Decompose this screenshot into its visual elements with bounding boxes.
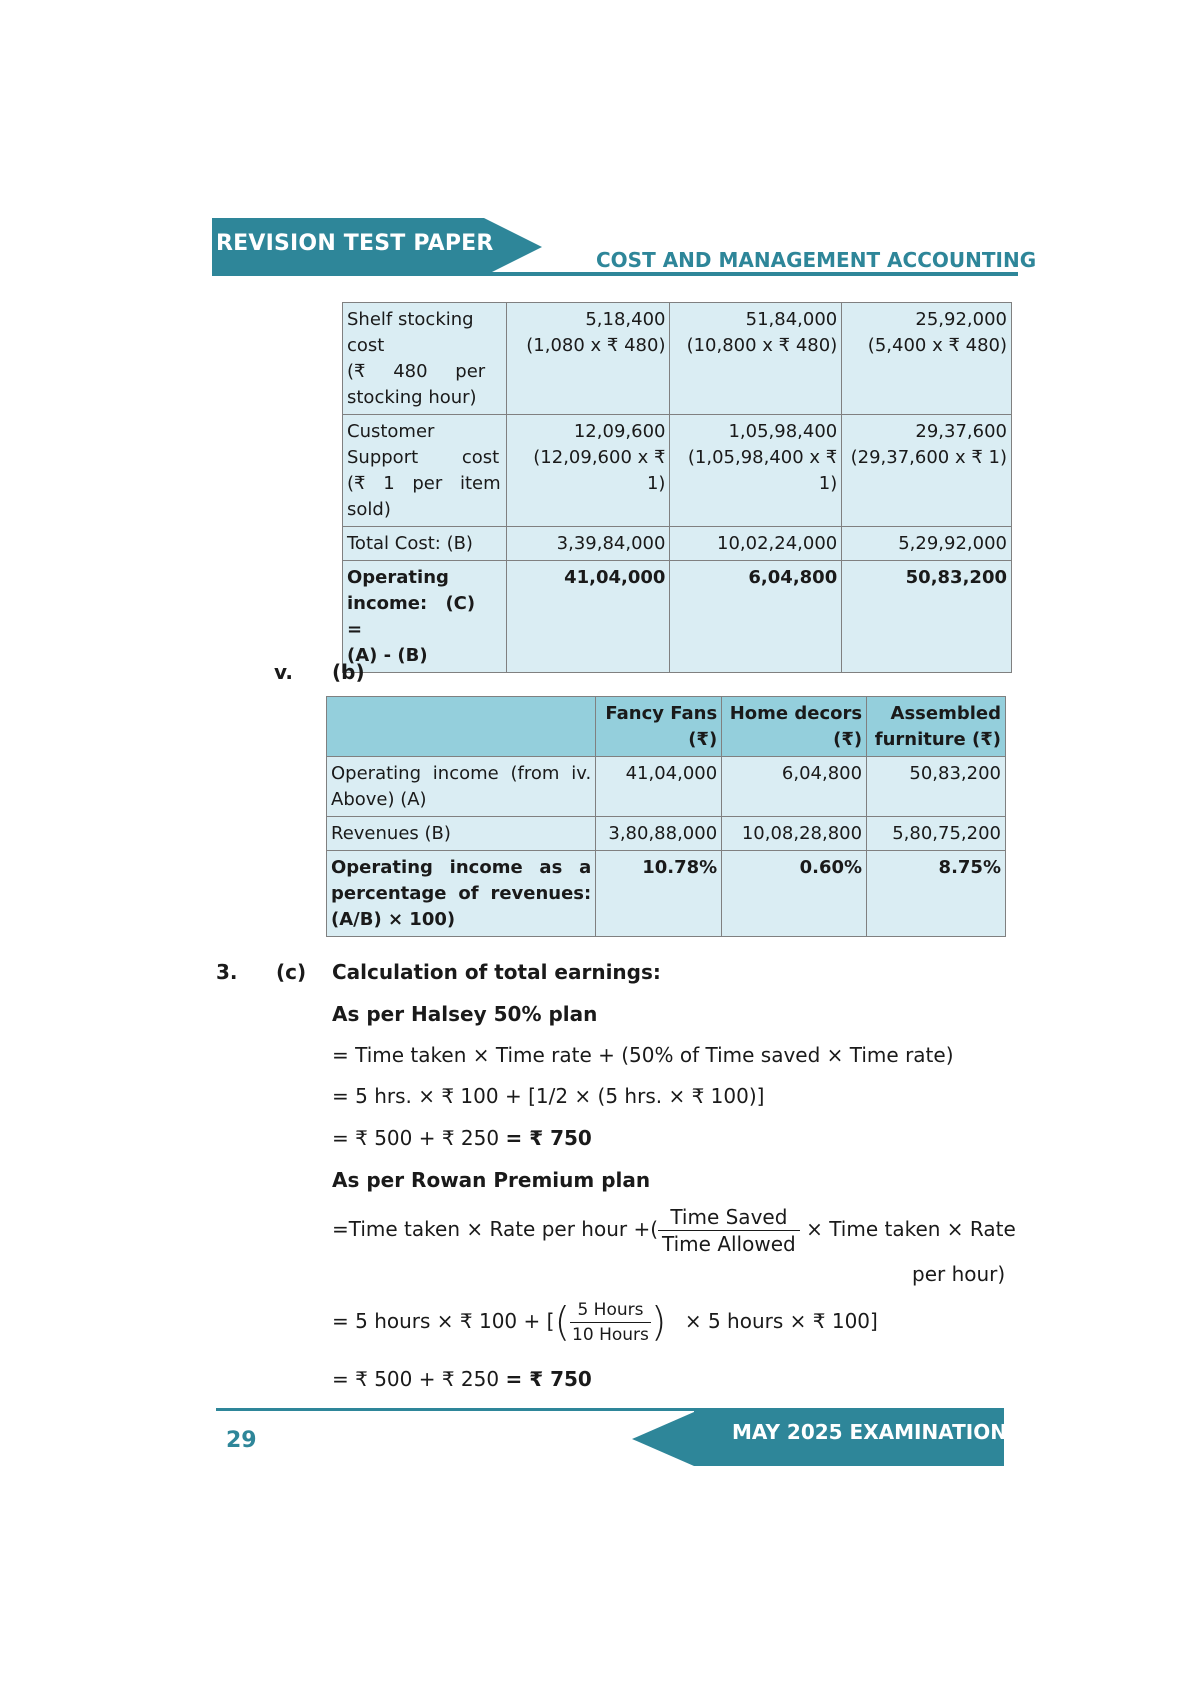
table-cell: 6,04,800: [722, 757, 867, 817]
label-line: Support cost: [347, 447, 500, 468]
table-row: [343, 415, 1012, 527]
rowan-formula: [332, 1204, 1016, 1257]
label-line: cost: [347, 335, 385, 356]
halsey-line-1: = Time taken × Time rate + (50% of Time saved × Time rate): [332, 1043, 954, 1067]
question-heading: Calculation of total earnings:: [332, 960, 661, 984]
cell-detail: (29,37,600 x ₹ 1): [850, 447, 1007, 468]
hours-fraction: [570, 1298, 651, 1347]
rowan-formula-pre: =Time taken × Rate per hour +(: [332, 1217, 659, 1241]
table-cell: [842, 415, 1012, 527]
header-cell: Assembled furniture (₹): [867, 697, 1006, 757]
section-part: (b): [332, 660, 365, 684]
halsey-line-3: [332, 1124, 592, 1152]
cell-value: 29,37,600: [915, 421, 1007, 442]
halsey-line-3-calc: = ₹ 500 + ₹ 250: [332, 1126, 500, 1150]
halsey-title: As per Halsey 50% plan: [332, 1002, 598, 1026]
section-number: v.: [274, 660, 294, 684]
header-cell: [327, 697, 596, 757]
halsey-result: = ₹ 750: [505, 1126, 592, 1150]
cell-value: 1,05,98,400: [728, 421, 838, 442]
row-label: [343, 561, 507, 673]
fraction-denominator: Time Allowed: [662, 1232, 796, 1256]
rowan-formula-cont: per hour): [912, 1262, 1006, 1286]
cell-value: 12,09,600: [573, 421, 666, 442]
table-cell: 8.75%: [867, 851, 1006, 937]
left-paren: (: [554, 1299, 571, 1346]
fraction-numerator: 5 Hours: [570, 1298, 651, 1323]
label-line: (₹ 480 per: [347, 361, 486, 382]
rowan-line-3: [332, 1365, 592, 1393]
table-cell: [842, 303, 1012, 415]
table-cell: 3,80,88,000: [596, 817, 722, 851]
row-label: Revenues (B): [327, 817, 596, 851]
footer-banner-arrow: [632, 1412, 694, 1466]
right-paren: ): [650, 1299, 667, 1346]
header-cell: Fancy Fans (₹): [596, 697, 722, 757]
row-label: Operating income (from iv. Above) (A): [327, 757, 596, 817]
table-row: [343, 303, 1012, 415]
table-cell: 50,83,200: [867, 757, 1006, 817]
rowan-line-3-calc: = ₹ 500 + ₹ 250: [332, 1367, 500, 1391]
table-cell: 5,29,92,000: [842, 527, 1012, 561]
cell-value: 25,92,000: [915, 309, 1007, 330]
table-cell: 3,39,84,000: [506, 527, 670, 561]
footer-exam: MAY 2025 EXAMINATION: [732, 1420, 1007, 1444]
row-label: Total Cost: (B): [343, 527, 507, 561]
header-subject: COST AND MANAGEMENT ACCOUNTING: [596, 248, 1037, 272]
label-line: (₹ 1 per item: [347, 473, 501, 494]
operating-income-table: [326, 696, 1006, 937]
table-cell: 10,08,28,800: [722, 817, 867, 851]
table-cell: [670, 415, 842, 527]
question-part: (c): [276, 960, 307, 984]
table-cell: 50,83,200: [842, 561, 1012, 673]
cost-table: [342, 302, 1012, 673]
cell-detail: (10,800 x ₹ 480): [686, 335, 838, 356]
table-cell: [506, 415, 670, 527]
cell-value: 5,18,400: [585, 309, 666, 330]
table-cell: 0.60%: [722, 851, 867, 937]
rowan-formula-post: × Time taken × Rate: [806, 1217, 1016, 1241]
table-cell: 6,04,800: [670, 561, 842, 673]
cell-detail: (5,400 x ₹ 480): [867, 335, 1007, 356]
rowan-title: As per Rowan Premium plan: [332, 1168, 651, 1192]
page-number: 29: [226, 1428, 257, 1453]
time-saved-fraction: [658, 1204, 800, 1257]
table-row: [327, 757, 1006, 817]
cell-detail: (1,080 x ₹ 480): [526, 335, 666, 356]
fraction-numerator: Time Saved: [658, 1204, 800, 1231]
label-line: Operating: [347, 567, 449, 588]
label-line: sold): [347, 499, 391, 520]
row-label: [343, 303, 507, 415]
rowan-result: = ₹ 750: [505, 1367, 592, 1391]
rowan-line-2: [332, 1298, 878, 1347]
table-cell: 10.78%: [596, 851, 722, 937]
table-cell: 5,80,75,200: [867, 817, 1006, 851]
table-cell: 41,04,000: [596, 757, 722, 817]
rowan-line-2-post: × 5 hours × ₹ 100]: [684, 1309, 878, 1333]
label-line: Customer: [347, 421, 435, 442]
header-cell: Home decors (₹): [722, 697, 867, 757]
header-rule: [212, 272, 1018, 276]
cell-detail: (1,05,98,400 x ₹ 1): [687, 447, 838, 494]
table-header-row: [327, 697, 1006, 757]
table-cell: 10,02,24,000: [670, 527, 842, 561]
label-line: stocking hour): [347, 387, 477, 408]
table-row: [343, 527, 1012, 561]
table-row: [327, 817, 1006, 851]
table-row: [327, 851, 1006, 937]
cell-value: 51,84,000: [745, 309, 838, 330]
table-row: [343, 561, 1012, 673]
table-cell: [506, 303, 670, 415]
row-label: [343, 415, 507, 527]
label-line: Shelf stocking: [347, 309, 474, 330]
rowan-line-2-pre: = 5 hours × ₹ 100 + [: [332, 1309, 555, 1333]
label-line: (A) - (B): [347, 645, 428, 666]
halsey-line-2: = 5 hrs. × ₹ 100 + [1/2 × (5 hrs. × ₹ 100)]: [332, 1084, 765, 1108]
label-line: income: (C) =: [347, 593, 476, 640]
row-label: Operating income as a percentage of revenues: (A/B) × 100): [327, 851, 596, 937]
table-cell: [670, 303, 842, 415]
table-cell: 41,04,000: [506, 561, 670, 673]
cell-detail: (12,09,600 x ₹ 1): [533, 447, 666, 494]
fraction-denominator: 10 Hours: [572, 1325, 649, 1345]
question-number: 3.: [216, 960, 238, 984]
header-title: REVISION TEST PAPER: [216, 231, 494, 256]
